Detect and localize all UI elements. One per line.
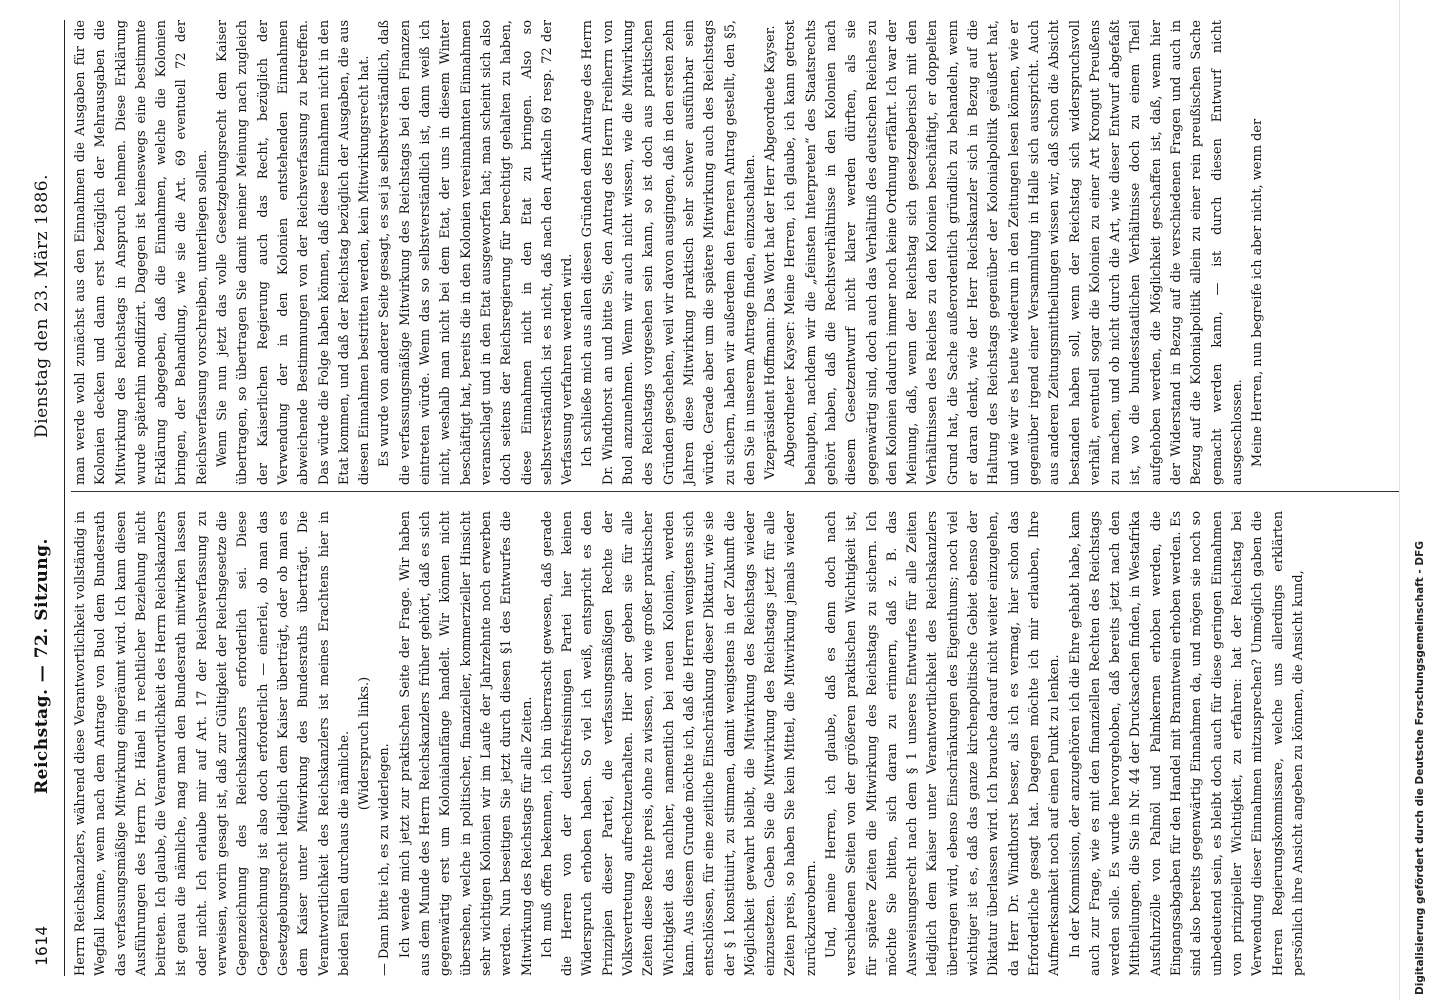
right-column: [71, 20, 1309, 485]
session-title: Reichstag. — 72. Sitzung.: [32, 538, 52, 794]
session-date: Dienstag den 23. März 1886.: [32, 174, 52, 438]
paragraph: Ich wende mich jetzt zur praktischen Seite der Frage. Wir haben aus dem Munde des Herrn Reichskanzlers früher gehört, daß es sich gegenwärtig erst um Kolonialanfänge handelt. Wir können nicht übersehen, welche in politischer, finanzieller, kommerzieller Hinsicht sehr wichtigen Kolonien wir im Laufe der Jahrzehnte noch erwerben werden. Nun beseitigen Sie jetzt durch diesen §1 des Entwurfes die Mitwirkung des Reichstags für alle Zeiten.: [397, 511, 535, 976]
paragraph: In der Kommission, der anzugehören ich die Ehre gehabt habe, kam auch zur Frage, wie es mit den finanziellen Rechten des Reichstags werden solle. Es wurde hervorgehoben, daß bereits jetzt nach den Mittheilungen, die Sie in Nr. 44 der Drucksachen finden, in Westafrika Ausfuhrzölle von Palmöl und Palmkernen erhoben werden, die Eingangsabgaben für den Handel mit Branntwein erhoben werden. Es sind also bereits gegenwärtig Einnahmen da, und mögen sie noch so unbedeutend sein, es bleibt doch auch für diese geringen Einnahmen von prinzipieller Wichtigkeit, zu erfahren: hat der Reichstag bei Verwendung dieser Einnahmen mitzusprechen? Unmöglich gaben die Herren Regierungskommissare, welche uns allerdings erklärten persönlich ihre Ansicht angeben zu können, die Ansicht kund,: [1067, 511, 1306, 976]
speaker-announcement: Vizepräsident Hoffmann: Das Wort hat der Herr Abgeordnete Kayser.: [763, 25, 779, 480]
paragraph: Abgeordneter Kayser: Meine Herren, ich glaube, ich kann getrost behaupten, nachdem wir die „feinsten Interpreten“ des Staatsrechts gehört haben, daß die Rechtsverhältnisse in den Kolonien nach diesem Gesetzentwurf nicht klarer werden dürften, als sie gegenwärtig sind, doch auch das Verhältniß des deutschen Reiches zu den Kolonien dadurch immer noch keine Ordnung erfährt. Ich war der Meinung, daß, wenn der Reichstag sich gesetzgeberisch mit den Verhältnissen des Reiches zu den Kolonien beschäftigt, er doppelten Grund hat, die Sache außerordentlich gründlich zu behandeln, wenn er daran denkt, wie der Herr Reichskanzler sich in Bezug auf die Haltung des Reichstags gegenüber der Kolonialpolitik geäußert hat, und wie wir es heute wiederum in den Zeitungen lesen können, wie er gegenüber irgend einer Versammlung in Halle sich ausspricht. Auch aus anderen Zeitungsmittheilungen wissen wir, daß schon die Absicht bestanden haben soll, wenn der Reichstag sich widerspruchsvoll verhält, eventuell sogar die Kolonien zu einer Art Krongut Preußens zu machen, und ob nicht durch die Art, wie dieser Entwurf abgefaßt ist, wo die bundesstaatlichen Verhältnisse doch zu einem Theil aufgehoben werden, die Möglichkeit geschaffen ist, daß, wenn hier der Widerstand in Bezug auf die verschiedenen Fragen und auch in Bezug auf die Kolonialpolitik allein zu einer rein preußischen Sache gemacht werden kann, — ist durch diesen Entwurf nicht ausgeschlossen.: [783, 20, 1245, 485]
paragraph: — Dann bitte ich, es zu widerlegen.: [377, 743, 393, 976]
interjection: (Widerspruch links.): [357, 676, 373, 811]
paragraph: Herrn Reichskanzlers, während diese Verantwortlichkeit vollständig in Wegfall komme, wenn nach dem Antrage von Buol dem Bundesrath das verfassungsmäßige Mitwirkung eingeräumt wird. Ich kann diesen Ausführungen des Herrn Dr. Hänel in rechtlicher Beziehung nicht beitreten. Ich glaube, die Verantwortlichkeit des Herrn Reichskanzlers ist genau die nämliche, mag man den Bundesrath mitwirken lassen oder nicht. Ich erlaube mir auf Art. 17 der Reichsverfassung zu verweisen, worin gesagt ist, daß zur Gültigkeit der Reichsgesetze die Gegenzeichnung des Reichskanzlers erforderlich sei. Diese Gegenzeichnung ist also doch erforderlich — einerlei, ob man das Gesetzgebungsrecht lediglich dem Kaiser überträgt, oder ob man es dem Kaiser unter Mitwirkung des Bundesraths überträgt. Die Verantwortlichkeit des Reichskanzlers ist meines Erachtens hier in beiden Fällen durchaus die nämliche.: [73, 511, 352, 976]
page-header: [18, 20, 65, 976]
left-column: [71, 511, 1309, 976]
text-columns: [71, 20, 1309, 976]
page-number: 1614: [32, 925, 51, 966]
column-divider: [71, 491, 1411, 492]
paragraph: Wenn Sie nun jetzt das volle Gesetzgebungsrecht dem Kaiser übertragen, so übertragen Sie damit meiner Meinung nach zugleich der Kaiserlichen Regierung auch das Recht, bezüglich der Verwendung der in den Kolonien entstehenden Einnahmen abweichende Bestimmungen von der Reichsverfassung zu betreffen. Das würde die Folge haben können, daß diese Einnahmen nicht in den Etat kommen, und daß der Reichstag bezüglich der Ausgaben, die aus diesen Einnahmen bestritten werden, kein Mitwirkungsrecht hat.: [215, 20, 373, 485]
paragraph: Ich muß offen bekennen, ich bin überrascht gewesen, daß gerade die Herren von der deutschfreisinnigen Partei hier keinen Widerspruch erhoben haben. So viel ich weiß, entspricht es den Prinzipien dieser Partei, die verfassungsmäßigen Rechte der Volksvertretung aufrechtzuerhalten. Hier aber geben sie für alle Zeiten diese Rechte preis, ohne zu wissen, von wie großer praktischer Wichtigkeit das nachher, namentlich bei neuen Kolonien, werden kann. Aus diesem Grunde möchte ich, daß die Herren wenigstens sich entschlössen, für eine zeitliche Einschränkung dieser Diktatur, wie sie der § 1 konstituirt, zu stimmen, damit wenigstens in der Zukunft die Möglichkeit gewahrt bleibt, die Mitwirkung des Reichstags wieder einzusetzen. Geben Sie die Mitwirkung des Reichstags jetzt für alle Zeiten preis, so haben Sie kein Mittel, die Mitwirkung jemals wieder zurückzuerobern.: [539, 511, 819, 976]
digitization-credit: Digitalisierung gefördert durch die Deutsche Forschungsgemeinschaft - DFG: [1414, 541, 1426, 995]
paragraph: man werde wohl zunächst aus den Einnahmen die Ausgaben für die Kolonien decken und dann erst bezüglich der Mehrausgaben die Mitwirkung des Reichstags in Anspruch nehmen. Diese Erklärung wurde späterhin modifizirt. Dagegen ist keineswegs eine bestimmte Erklärung abgegeben, daß die Einnahmen, welche die Kolonien bringen, der Behandlung, wie sie die Art. 69 eventuell 72 der Reichsverfassung vorschreiben, unterliegen sollen.: [73, 20, 210, 485]
paragraph: Es wurde von anderer Seite gesagt, es sei ja selbstverständlich, daß die verfassungsmäßige Mitwirkung des Reichstags bei den Finanzen eintreten würde. Wenn das so selbstverständlich ist, dann weiß ich nicht, weshalb man nicht bei dem Etat, der uns in diesem Winter beschäftigt hat, bereits die in den Kolonien vereinnahmten Einnahmen veranschlagt und in den Etat ausgeworfen hat; man scheint sich also doch seitens der Reichsregierung für berechtigt gehalten zu haben, diese Einnahmen nicht in den Etat zu bringen. Also so selbstverständlich ist es nicht, daß nach den Artikeln 69 resp. 72 der Verfassung verfahren werden wird.: [377, 20, 576, 485]
paragraph: Ich schließe mich aus allen diesen Gründen dem Antrage des Herrn Dr. Windthorst an und bitte Sie, den Antrag des Herrn Freiherrn von Buol anzunehmen. Wenn wir auch nicht wissen, wie die Mitwirkung des Reichstags vorgesehen sein kann, so ist doch aus praktischen Gründen geschehen, weil wir davon ausgingen, daß in den ersten zehn Jahren diese Mitwirkung praktisch sehr schwer ausführbar sein würde. Gerade aber um die spätere Mitwirkung auch des Reichstags zu sichern, haben wir außerdem den ferneren Antrag gestellt, den §5, den Sie in unserem Antrage finden, einzuschalten.: [580, 20, 758, 485]
paragraph: Und, meine Herren, ich glaube, daß es denn doch nach verschiedenen Seiten von der größeren praktischen Wichtigkeit ist, für spätere Zeiten die Mitwirkung des Reichstags zu sichern. Ich möchte Sie bitten, sich daran zu erinnern, daß z. B. das Ausweisungsrecht nach dem § 1 unseres Entwurfes für alle Zeiten lediglich dem Kaiser unter Verantwortlichkeit des Reichskanzlers übertragen wird, ebenso Einschränkungen des Eigenthums; noch viel wichtiger ist es, daß das ganze kirchenpolitische Gebiet ebenso der Diktatur überlassen wird. Ich brauche darauf nicht weiter einzugehen, da Herr Dr. Windthorst besser, als ich es vermag, hier schon das Erforderliche gesagt hat. Dagegen möchte ich mir erlauben, Ihre Aufmerksamkeit noch auf einen Punkt zu lenken.: [823, 511, 1063, 976]
paragraph: Meine Herren, nun begreife ich aber nicht, wenn der: [1250, 118, 1266, 467]
